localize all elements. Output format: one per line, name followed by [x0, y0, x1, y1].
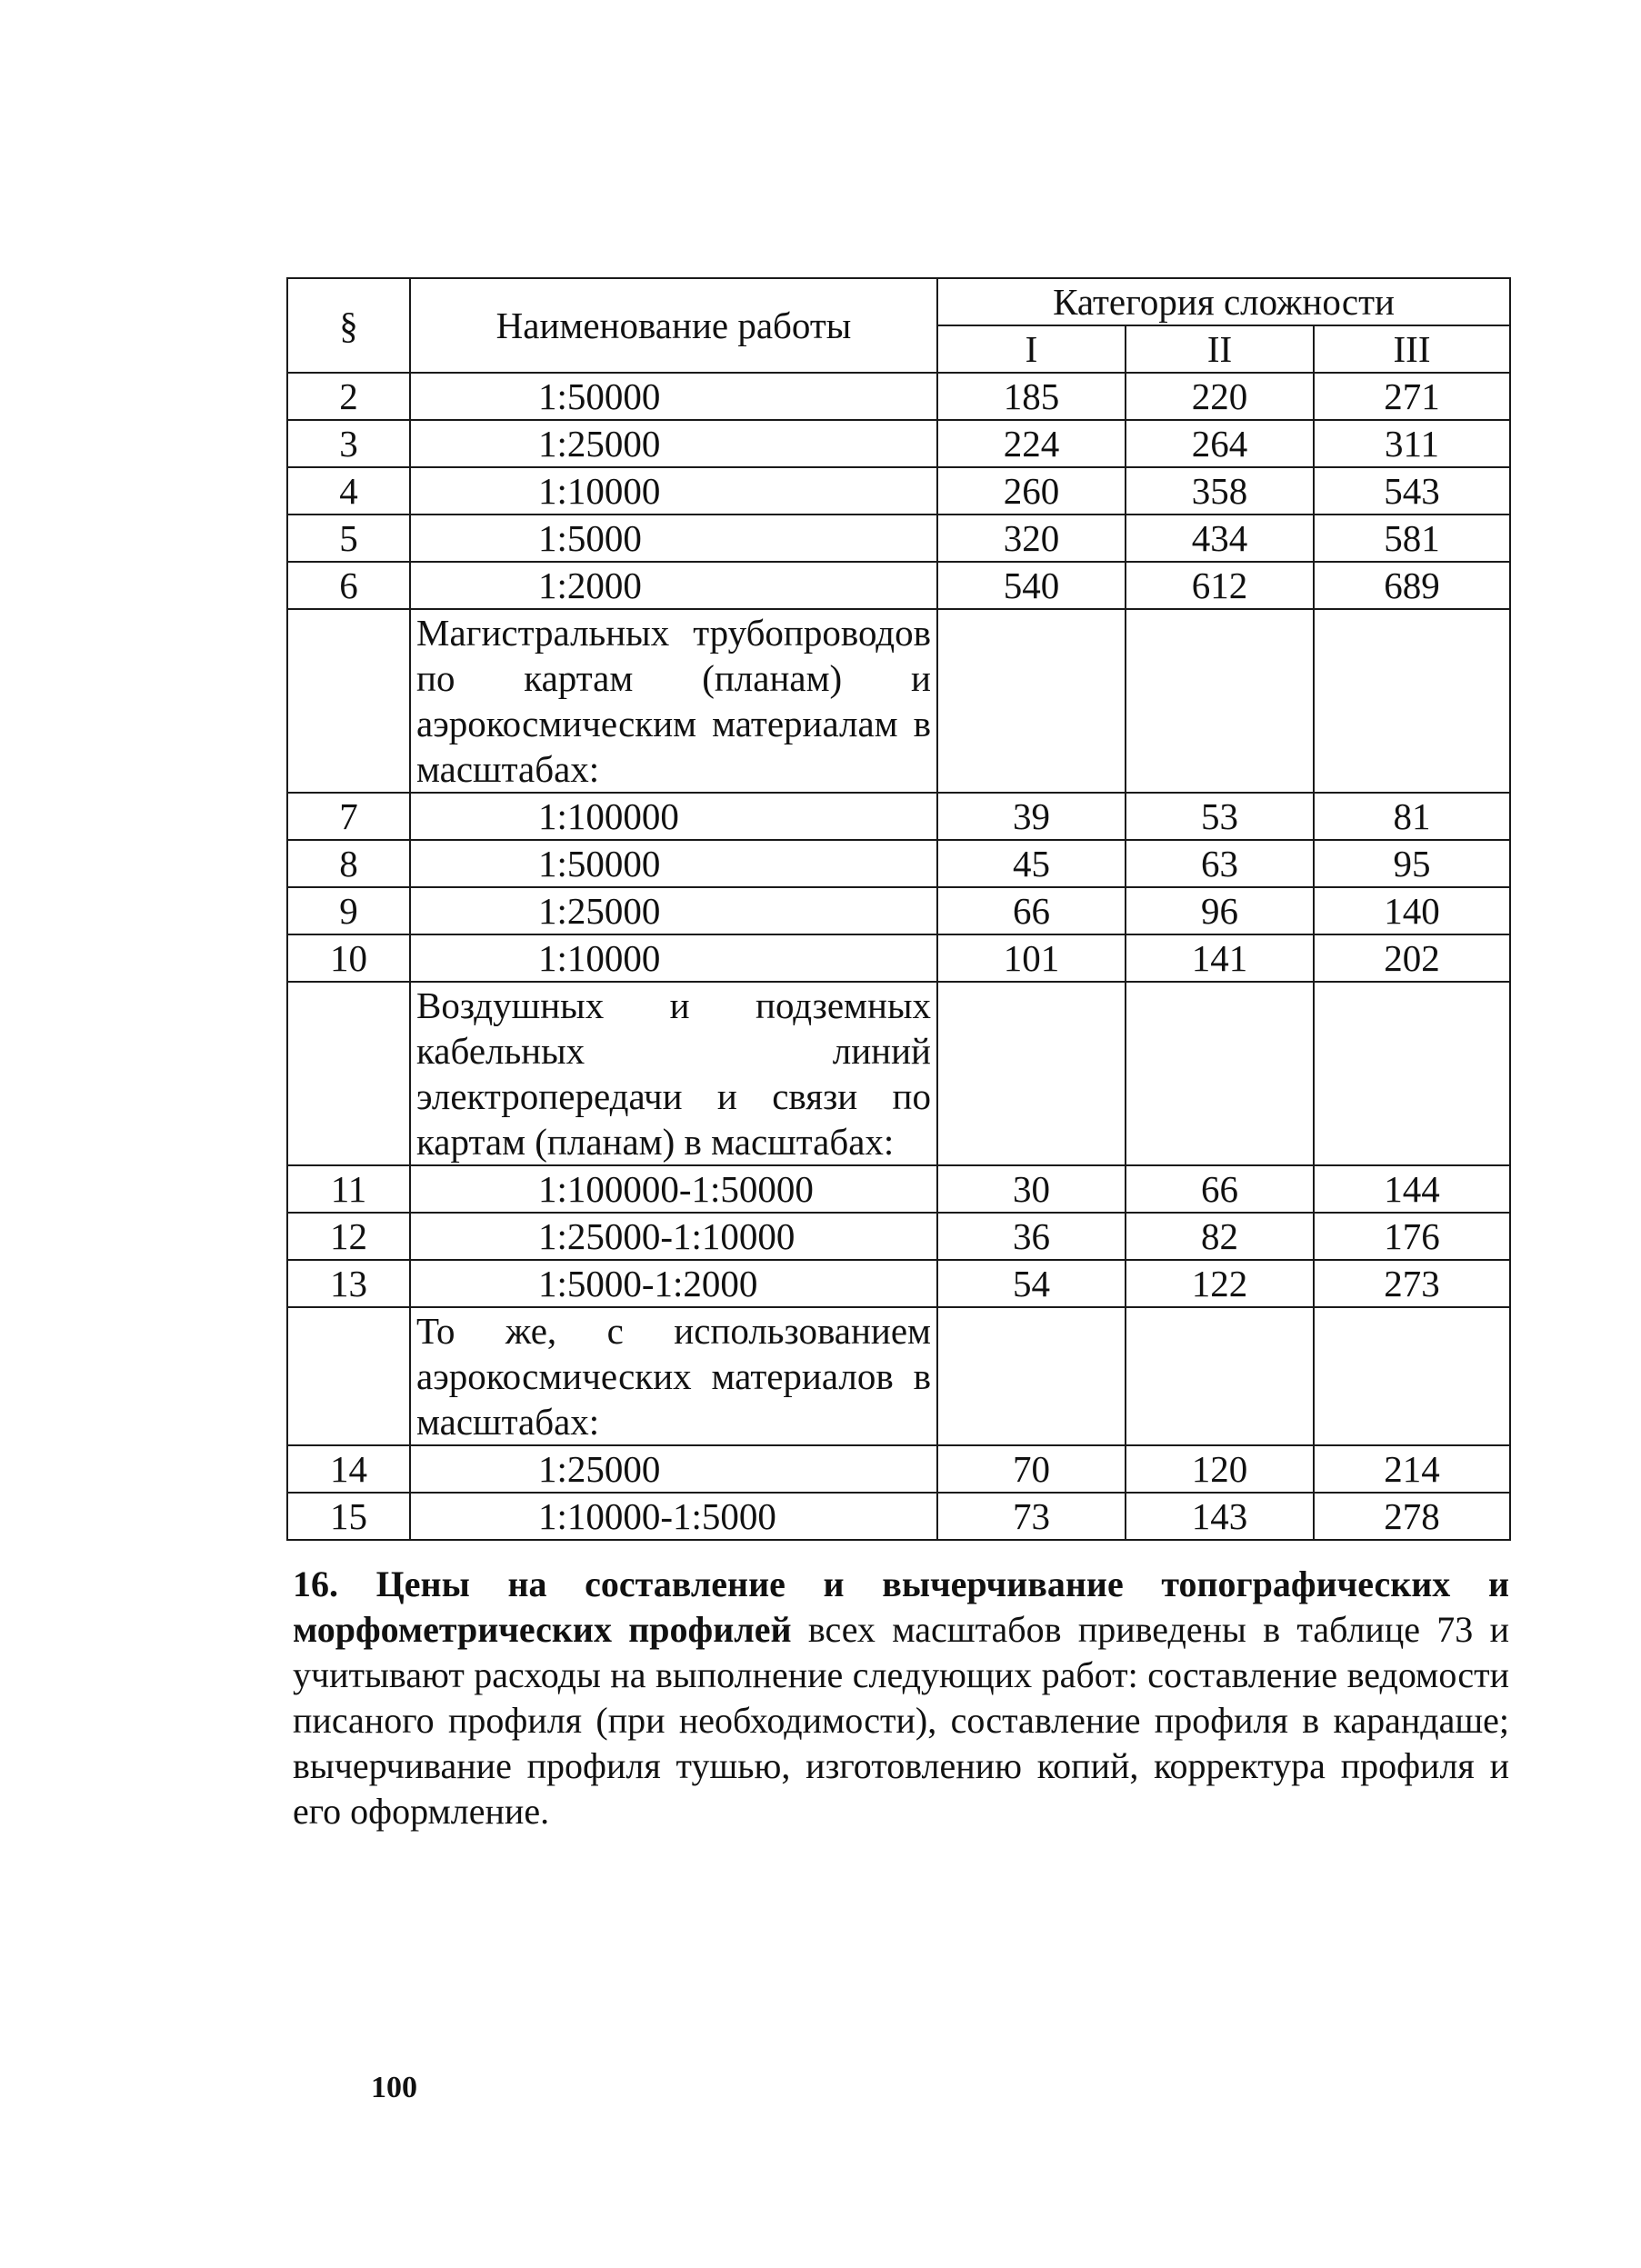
table-group-row [287, 1307, 1510, 1445]
row-scale: 1:100000-1:50000 [410, 1165, 937, 1213]
row-cat2-price: 264 [1126, 420, 1314, 467]
row-cat1-price: 54 [937, 1260, 1126, 1307]
row-cat3-price: 689 [1314, 562, 1510, 609]
row-scale: 1:100000 [410, 793, 937, 840]
row-cat2-price: 82 [1126, 1213, 1314, 1260]
row-cat1-price: 260 [937, 467, 1126, 515]
table-row [287, 467, 1510, 515]
row-cat3-price: 144 [1314, 1165, 1510, 1213]
row-cat1-price: 224 [937, 420, 1126, 467]
header-category: Категория сложности [937, 278, 1510, 325]
row-number: 8 [287, 840, 410, 887]
empty-cell [1126, 609, 1314, 793]
row-cat3-price: 278 [1314, 1493, 1510, 1540]
row-scale: 1:10000-1:5000 [410, 1493, 937, 1540]
row-cat1-price: 540 [937, 562, 1126, 609]
row-scale: 1:5000-1:2000 [410, 1260, 937, 1307]
row-number: 7 [287, 793, 410, 840]
group-number-cell [287, 609, 410, 793]
row-cat3-price: 202 [1314, 934, 1510, 982]
header-work-name: Наименование работы [410, 278, 937, 373]
row-cat1-price: 185 [937, 373, 1126, 420]
row-scale: 1:25000 [410, 420, 937, 467]
row-cat3-price: 543 [1314, 467, 1510, 515]
body-paragraph [293, 1562, 1509, 1834]
table-row [287, 373, 1510, 420]
row-cat1-price: 39 [937, 793, 1126, 840]
row-number: 3 [287, 420, 410, 467]
row-cat2-price: 143 [1126, 1493, 1314, 1540]
header-category-1: I [937, 325, 1126, 373]
header-section: § [287, 278, 410, 373]
empty-cell [937, 982, 1126, 1165]
table-row [287, 887, 1510, 934]
table-row [287, 515, 1510, 562]
row-cat3-price: 214 [1314, 1445, 1510, 1493]
row-number: 4 [287, 467, 410, 515]
row-cat2-price: 612 [1126, 562, 1314, 609]
empty-cell [1126, 1307, 1314, 1445]
empty-cell [1314, 1307, 1510, 1445]
table-row [287, 840, 1510, 887]
header-category-2: II [1126, 325, 1314, 373]
table-group-row [287, 982, 1510, 1165]
table-row [287, 1445, 1510, 1493]
row-cat2-price: 434 [1126, 515, 1314, 562]
page-number: 100 [371, 2071, 417, 2104]
table-row [287, 793, 1510, 840]
empty-cell [937, 1307, 1126, 1445]
row-cat1-price: 30 [937, 1165, 1126, 1213]
row-scale: 1:25000-1:10000 [410, 1213, 937, 1260]
row-number: 15 [287, 1493, 410, 1540]
row-cat1-price: 101 [937, 934, 1126, 982]
row-cat2-price: 63 [1126, 840, 1314, 887]
table-row [287, 1260, 1510, 1307]
row-scale: 1:25000 [410, 887, 937, 934]
group-number-cell [287, 982, 410, 1165]
header-category-3: III [1314, 325, 1510, 373]
table-row [287, 562, 1510, 609]
row-cat3-price: 176 [1314, 1213, 1510, 1260]
paragraph-body: всех масштабов приведены в таблице 73 и учитывают расходы на выполнение следующих работ: составление ведомости писаного профиля (при необходимости), составление профиля в карандаше; вычерчивание профиля тушью, изготовлению копий, корректура профиля и его оформление. [293, 1609, 1509, 1832]
row-cat3-price: 140 [1314, 887, 1510, 934]
row-cat3-price: 271 [1314, 373, 1510, 420]
row-number: 11 [287, 1165, 410, 1213]
row-number: 12 [287, 1213, 410, 1260]
row-number: 10 [287, 934, 410, 982]
row-cat1-price: 36 [937, 1213, 1126, 1260]
row-cat2-price: 220 [1126, 373, 1314, 420]
row-cat2-price: 358 [1126, 467, 1314, 515]
row-number: 6 [287, 562, 410, 609]
row-number: 14 [287, 1445, 410, 1493]
row-cat1-price: 73 [937, 1493, 1126, 1540]
row-cat1-price: 45 [937, 840, 1126, 887]
empty-cell [1314, 609, 1510, 793]
table-row [287, 1165, 1510, 1213]
group-title: То же, с использованием аэрокосмических материалов в масштабах: [416, 1310, 931, 1443]
row-scale: 1:10000 [410, 934, 937, 982]
price-table [286, 277, 1511, 1541]
row-cat2-price: 122 [1126, 1260, 1314, 1307]
row-scale: 1:50000 [410, 840, 937, 887]
table-group-row [287, 609, 1510, 793]
row-cat2-price: 53 [1126, 793, 1314, 840]
row-number: 9 [287, 887, 410, 934]
row-number: 5 [287, 515, 410, 562]
group-number-cell [287, 1307, 410, 1445]
group-title-cell [410, 1307, 937, 1445]
table-row [287, 420, 1510, 467]
row-number: 13 [287, 1260, 410, 1307]
row-scale: 1:25000 [410, 1445, 937, 1493]
row-cat1-price: 66 [937, 887, 1126, 934]
row-cat2-price: 96 [1126, 887, 1314, 934]
row-cat2-price: 141 [1126, 934, 1314, 982]
empty-cell [937, 609, 1126, 793]
row-cat1-price: 320 [937, 515, 1126, 562]
group-title-cell [410, 609, 937, 793]
row-scale: 1:5000 [410, 515, 937, 562]
row-cat3-price: 81 [1314, 793, 1510, 840]
row-cat1-price: 70 [937, 1445, 1126, 1493]
row-cat3-price: 95 [1314, 840, 1510, 887]
empty-cell [1314, 982, 1510, 1165]
row-scale: 1:10000 [410, 467, 937, 515]
row-cat2-price: 120 [1126, 1445, 1314, 1493]
paragraph-lead: 16. Цены на составление и вычерчивание топографических и морфометрических профилей [293, 1564, 1509, 1650]
group-title: Магистральных трубопроводов по картам (планам) и аэрокосмическим материалам в масштабах: [416, 612, 931, 790]
row-scale: 1:50000 [410, 373, 937, 420]
row-scale: 1:2000 [410, 562, 937, 609]
group-title-cell [410, 982, 937, 1165]
row-number: 2 [287, 373, 410, 420]
row-cat3-price: 311 [1314, 420, 1510, 467]
empty-cell [1126, 982, 1314, 1165]
row-cat2-price: 66 [1126, 1165, 1314, 1213]
group-title: Воздушных и подземных кабельных линий электропередачи и связи по картам (планам) в масштабах: [416, 984, 931, 1163]
table-row [287, 934, 1510, 982]
row-cat3-price: 273 [1314, 1260, 1510, 1307]
table-row [287, 1493, 1510, 1540]
table-row [287, 1213, 1510, 1260]
row-cat3-price: 581 [1314, 515, 1510, 562]
